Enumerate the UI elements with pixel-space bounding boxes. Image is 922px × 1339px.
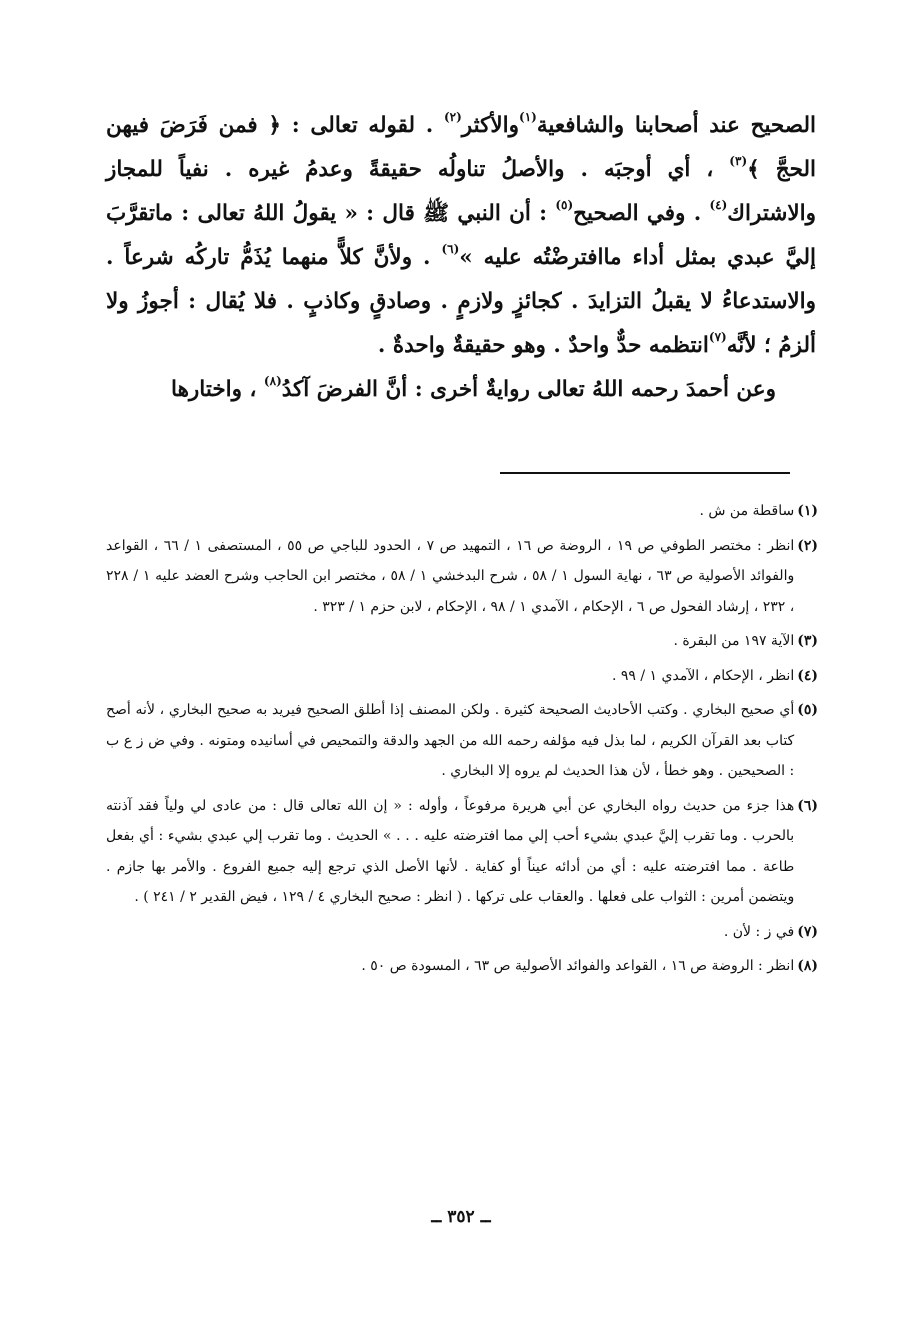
footnote-number: (٨) [797, 958, 818, 974]
text-run: ، أي أوجبَه . والأصلُ تناولُه حقيقةً وعدمُ غيره . نفياً للمجاز والاشتراك [106, 157, 816, 226]
footnote-5 [106, 695, 818, 787]
footnote-text: انظر : مختصر الطوفي ص ١٩ ، الروضة ص ١٦ ، التمهيد ص ٧ ، الحدود للباجي ص ٥٥ ، المستصفى ١ / ٦٦ ، القواعد والفوائد الأصولية ص ٦٣ ، نهاية السول ١ / ٥٨ ، شرح البدخشي ١ / ٥٨ ، مختصر ابن الحاجب وشرح العضد عليه ١ / ٢٢٨ ، ٢٣٢ ، إرشاد الفحول ص ٦ ، الإحكام ، الآمدي ١ / ٩٨ ، الإحكام ، لابن حزم ١ / ٣٢٣ . [106, 537, 795, 615]
footnote-text: في ز : لأن . [723, 923, 795, 940]
footnote-ref-8[interactable]: (٨) [263, 374, 282, 388]
footnote-ref-4[interactable]: (٤) [709, 198, 728, 212]
footnote-number: (٣) [797, 633, 818, 649]
footnote-ref-3[interactable]: (٣) [729, 154, 748, 168]
footnote-text: أي صحيح البخاري . وكتب الأحاديث الصحيحة كثيرة . ولكن المصنف إذا أطلق الصحيح فيريد به صحيح البخاري ، لأنه أصح كتاب بعد القرآن الكريم ، لما بذل فيه مؤلفه رحمه الله من الجهد والدقة والتمحيص في أسانيده ومتونه . وفي ض ز ع ب : الصحيحين . وهو خطأ ، لأن هذا الحديث لم يروه إلا البخاري . [106, 702, 795, 779]
footnote-ref-1[interactable]: (١) [519, 110, 537, 124]
footnote-ref-2[interactable]: (٢) [443, 110, 462, 124]
footnote-text: هذا جزء من حديث رواه البخاري عن أبي هريرة مرفوعاً ، وأوله : « إن الله تعالى قال : من عادى لي ولياً فقد آذنته بالحرب . وما تقرب إليَّ عبدي بشيء أحب إلي مما افترضته عليه . . . » الحديث . وما تقرب إلي عبدي بشيء : أي بفعل طاعة . مما افترضته عليه : أي من أدائه عيناً أو كفاية . لأنها الأصل الذي ترجع إليه جميع الفروع . والأمر بها جازم . ويتضمن أمرين : الثواب على فعلها . والعقاب على تركها . ( انظر : صحيح البخاري ٤ / ١٢٩ ، فيض القدير ٢ / ٢٤١ ) . [106, 797, 795, 905]
footnote-number: (٦) [797, 797, 818, 814]
footnote-1 [106, 496, 818, 527]
text-run: . وفي الصحيح [573, 201, 702, 226]
footnote-8 [106, 951, 818, 982]
footnote-ref-7[interactable]: (٧) [708, 330, 727, 344]
main-paragraph-2 [106, 368, 816, 412]
main-text [106, 104, 816, 412]
text-run: وعن أحمدَ رحمه اللهُ تعالى روايةٌ أخرى : أنَّ الفرضَ آكدُ [281, 377, 776, 402]
text-run: انتظمه حدٌّ واحدٌ . وهو حقيقةٌ واحدةٌ . [377, 333, 709, 358]
footnote-4 [106, 661, 818, 692]
footnote-number: (٢) [797, 537, 818, 554]
text-run: . لقوله تعالى : ﴿ فمن فَرَضَ فيهن الحجَّ ﴾ [106, 113, 816, 182]
footnote-text: ساقطة من ش . [699, 503, 795, 519]
text-run: : أن النبي ﷺ قال : « يقولُ اللهُ تعالى : ماتقرَّبَ إليَّ عبدي بمثل أداء ماافترضْتُه عليه » [106, 201, 816, 270]
text-run: . ولأنَّ كلاًّ منهما يُذَمُّ تاركُه شرعاً . والاستدعاءُ لا يقبلُ التزايدَ . كجائزٍ ولازمٍ . وصادقٍ وكاذبٍ . فلا يُقال : أجوزُ ولا ألزمُ ؛ لأنَّه [106, 245, 816, 358]
footnote-number: (٧) [797, 923, 818, 940]
main-paragraph-1 [106, 104, 816, 368]
footnote-text: انظر : الروضة ص ١٦ ، القواعد والفوائد الأصولية ص ٦٣ ، المسودة ص ٥٠ . [361, 958, 795, 974]
footnote-number: (٥) [797, 702, 818, 718]
footnote-7 [106, 917, 818, 948]
footnote-6 [106, 791, 818, 913]
text-run: ، واختارها [171, 377, 257, 402]
footnote-2 [106, 531, 818, 623]
text-run: الصحيح عند أصحابنا والشافعية [536, 113, 816, 138]
text-run: والأكثر [461, 113, 520, 138]
footnote-ref-5[interactable]: (٥) [555, 198, 574, 212]
footnote-text: انظر ، الإحكام ، الآمدي ١ / ٩٩ . [611, 667, 795, 684]
footnote-ref-6[interactable]: (٦) [441, 242, 460, 256]
footnote-3 [106, 626, 818, 657]
page-number: ــ ٣٥٢ ــ [431, 1207, 491, 1227]
footnote-number: (١) [797, 503, 818, 519]
footnote-divider [500, 472, 790, 474]
footnote-number: (٤) [797, 667, 818, 684]
footnote-text: الآية ١٩٧ من البقرة . [673, 633, 795, 649]
footnotes [106, 496, 818, 986]
